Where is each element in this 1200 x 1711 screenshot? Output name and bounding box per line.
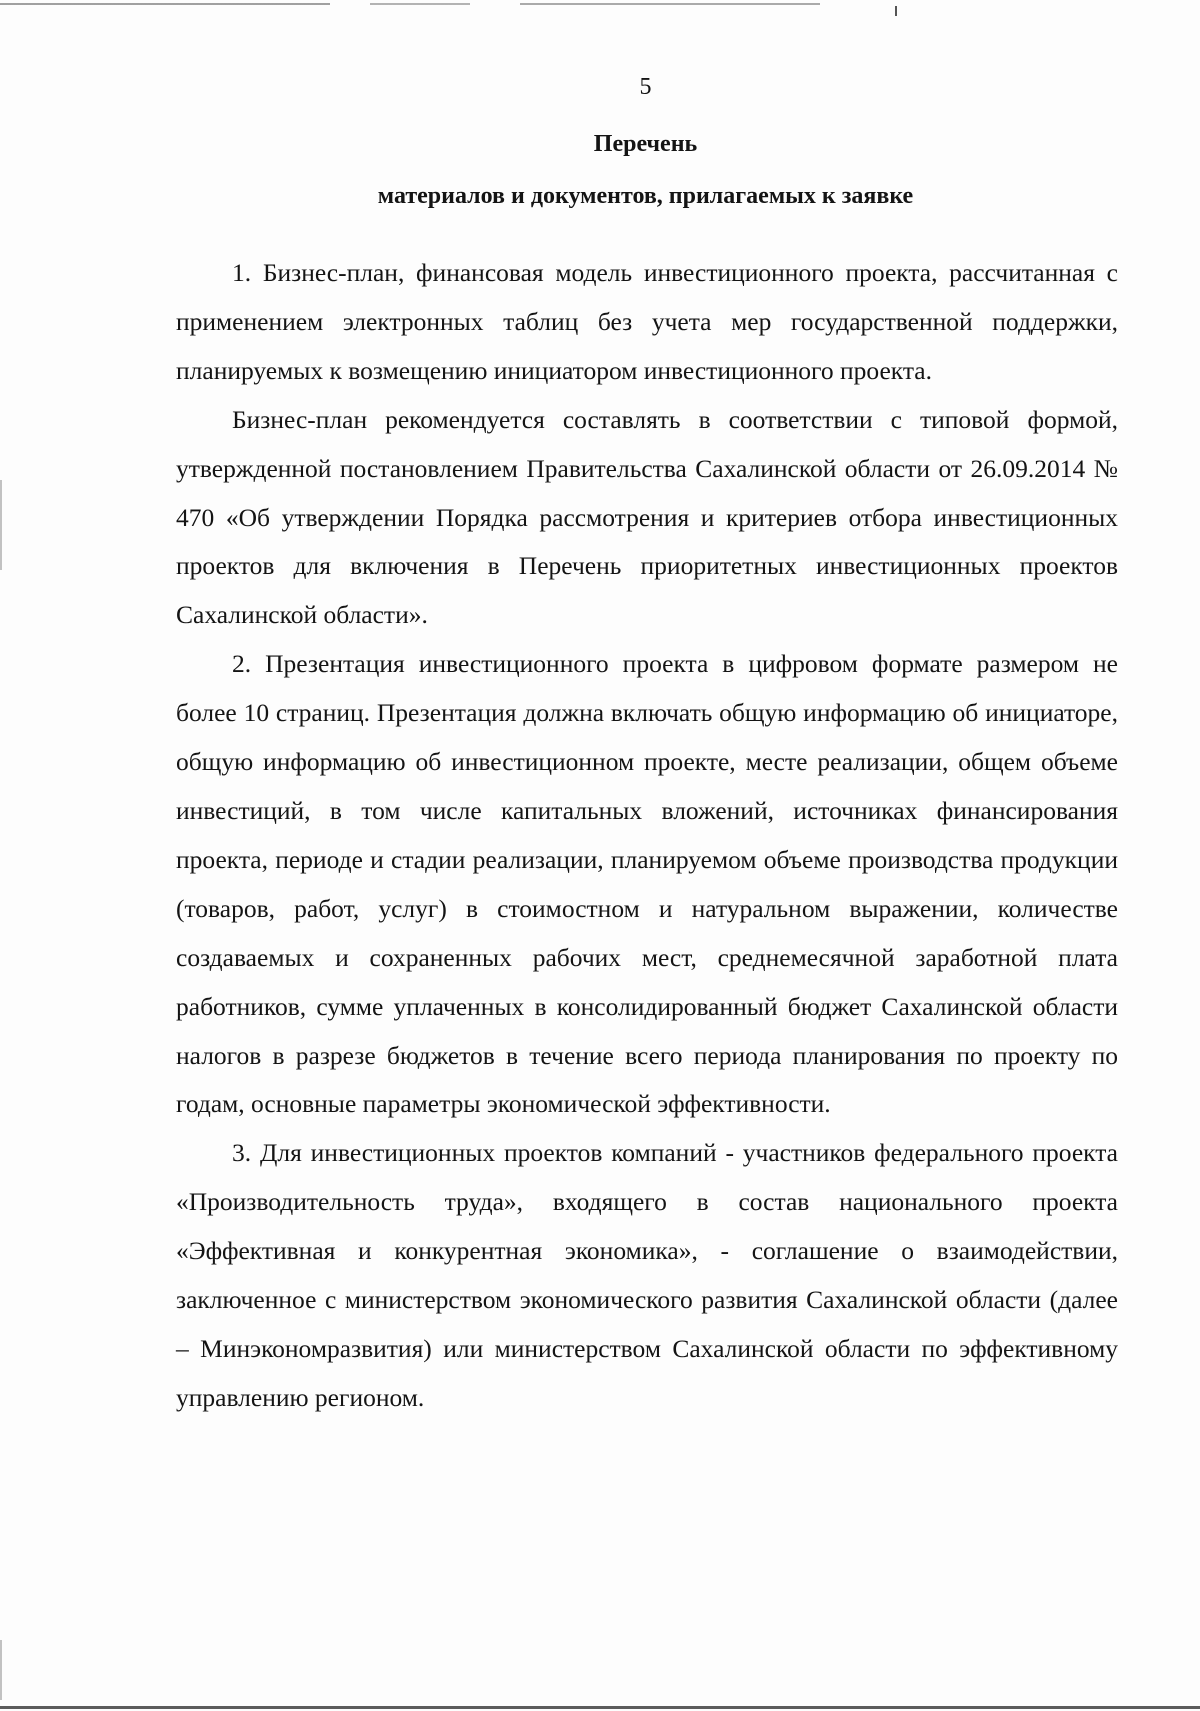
page-number: 5 [639, 74, 652, 100]
scan-artifact-top [0, 3, 1200, 5]
heading-line-2: материалов и документов, прилагаемых к заявке [377, 183, 914, 209]
paragraph-item-3: 3. Для инвестиционных проектов компаний - участников федерального проекта «Производительность труда», входящего в состав национального проекта «Эффективная и конкурентная экономика», - соглашение о взаимодействии, заключенное с министерством экономического развития Сахалинской области (далее – Минэкономразвития) или министерством Сахалинской области по эффективному управлению регионом. [176, 1138, 1118, 1412]
paragraph-item-1: 1. Бизнес-план, финансовая модель инвестиционного проекта, рассчитанная с применением электронных таблиц без учета мер государственной поддержки, планируемых к возмещению инициатором инвестиционного проекта. [176, 258, 1118, 385]
paragraph-item-2: 2. Презентация инвестиционного проекта в цифровом формате размером не более 10 страниц. Презентация должна включать общую информацию об инициаторе, общую информацию об инвестиционном проекте, месте реализации, общем объеме инвестиций, в том числе капитальных вложений, источниках финансирования проекта, периоде и стадии реализации, планируемом объеме производства продукции (товаров, работ, услуг) в стоимостном и натуральном выражении, количестве создаваемых и сохраненных рабочих мест, среднемесячной заработной плата работников, сумме уплаченных в консолидированный бюджет Сахалинской области налогов в разрезе бюджетов в течение всего периода планирования по проекту по годам, основные параметры экономической эффективности. [176, 649, 1118, 1119]
heading-line-1: Перечень [593, 131, 698, 157]
paragraph-business-plan-note: Бизнес-план рекомендуется составлять в соответствии с типовой формой, утвержденной постановлением Правительства Сахалинской области от 26.09.2014 № 470 «Об утверждении Порядка рассмотрения и критериев отбора инвестиционных проектов для включения в Перечень приоритетных инвестиционных проектов Сахалинской области». [176, 404, 1118, 630]
scan-artifact-bottom [0, 1706, 1200, 1709]
document-body [176, 249, 1118, 1423]
scan-artifact-mark [895, 6, 897, 16]
scan-artifact-left [0, 480, 2, 570]
scan-artifact-left-lower [0, 1640, 2, 1700]
